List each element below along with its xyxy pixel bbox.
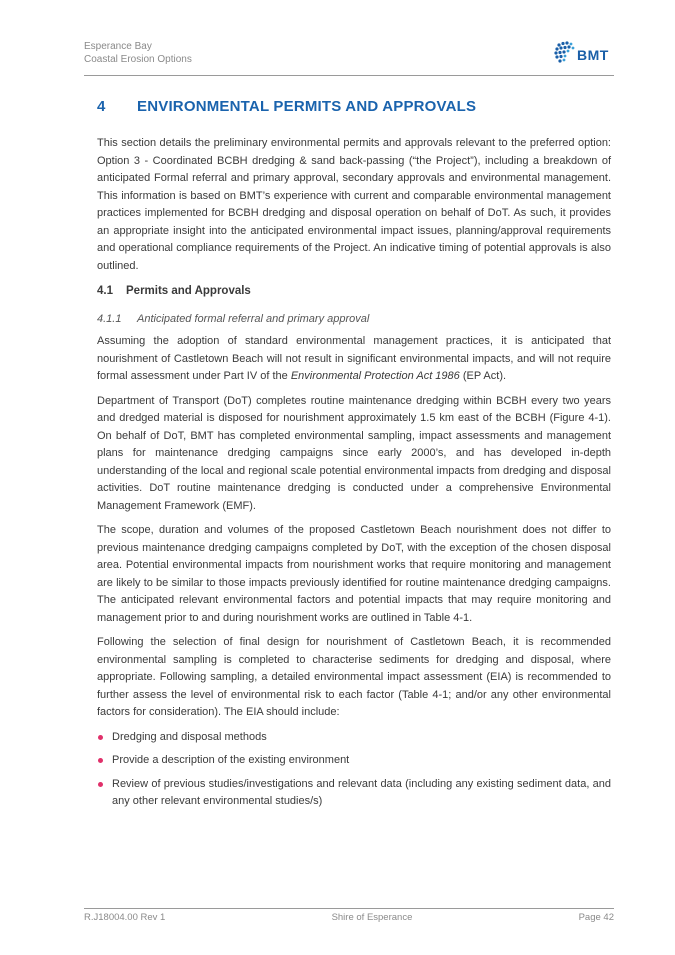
eia-list [97,729,611,811]
subsubsection-number: 4.1.1 [97,313,122,325]
section-heading [97,98,611,115]
paragraph-1-text: Assuming the adoption of standard environmental management practices, it is anticipated that nourishment of Castletown Beach will not result in significant environmental impacts, and will not require formal assessment under Part IV of the [97,335,611,382]
bullet-icon [98,782,103,787]
page-content [97,98,611,817]
paragraph-2: Department of Transport (DoT) completes routine maintenance dredging within BCBH every two years and dredged material is disposed for nourishment approximately 1.5 km east of the BCBH (Figure 4-1). On behalf of DoT, BMT has completed environmental sampling, impact assessments and management plans for maintenance dredging campaigns since early 2000’s, and has developed in-depth understanding of the local and regional scale potential environmental impacts from dredging and disposal activities. DoT routine maintenance dredging is conducted under a comprehensive Environmental Management Framework (EMF). [97,394,611,512]
section-number: 4 [97,98,106,115]
header-project-title: Esperance Bay [84,41,152,52]
list-item [97,776,611,811]
list-item [97,729,611,747]
footer-divider [84,908,614,909]
subsubsection-heading [97,313,611,325]
subsection-heading [97,285,611,297]
header-divider [84,75,614,76]
subsubsection-title: Anticipated formal referral and primary approval [137,313,370,325]
document-footer [84,912,614,923]
section-intro: This section details the preliminary environmental permits and approvals relevant to the preferred option: Option 3 - Coordinated BCBH dredging & sand back-passing (“the Project”), including a breakdown of anticipated Formal referral and primary approval, secondary approvals and environmental management. This information is based on BMT’s experience with current and comparable environmental management practices implemented for BCBH dredging and disposal operation on behalf of DoT. As such, it provides an appropriate insight into the anticipated environmental impact issues, planning/approval requirements and operational compliance requirements of the Project. An indicative timing of potential approvals is also outlined. [97,137,611,272]
bmt-logo-icon [553,40,579,66]
paragraph-1 [97,333,611,386]
paragraph-4: Following the selection of final design for nourishment of Castletown Beach, it is recommended environmental sampling is completed to characterise sediments for dredging and disposal, where appropriate. Following sampling, a detailed environmental impact assessment (EIA) is recommended to further assess the level of environmental risk to each factor (Table 4-1; and/or any other environmental factors for consideration). The EIA should include: [97,636,611,718]
footer-page-number: Page 42 [578,912,614,923]
footer-client: Shire of Esperance [331,912,413,923]
bullet-icon [98,758,103,763]
act-name: Environmental Protection Act 1986 [290,370,460,382]
section-title: ENVIRONMENTAL PERMITS AND APPROVALS [137,98,477,115]
list-item [97,752,611,770]
subsection-title: Permits and Approvals [126,285,251,297]
header-report-title: Coastal Erosion Options [84,54,192,65]
document-header [84,40,192,66]
paragraph-3: The scope, duration and volumes of the proposed Castletown Beach nourishment does not differ to previous maintenance dredging campaigns completed by DoT, with the exception of the chosen disposal area. Potential environmental impacts from nourishment works that require monitoring and management are likely to be similar to those impacts previously identified for routine maintenance dredging campaigns. The anticipated relevant environmental factors and potential impacts that may require monitoring and management prior to and during nourishment works are outlined in Table 4-1. [97,524,611,624]
bmt-logo [553,37,615,69]
footer-report-number: R.J18004.00 Rev 1 [84,912,166,923]
list-item-text: Provide a description of the existing environment [112,754,350,766]
paragraph-1-end: (EP Act). [459,370,507,382]
list-item-text: Review of previous studies/investigations and relevant data (including any existing sediment data, and any other relevant environmental studies/s) [112,777,611,807]
bullet-icon [98,735,103,740]
subsection-number: 4.1 [97,285,113,297]
logo-text: BMT [577,47,609,63]
list-item-text: Dredging and disposal methods [112,730,267,743]
